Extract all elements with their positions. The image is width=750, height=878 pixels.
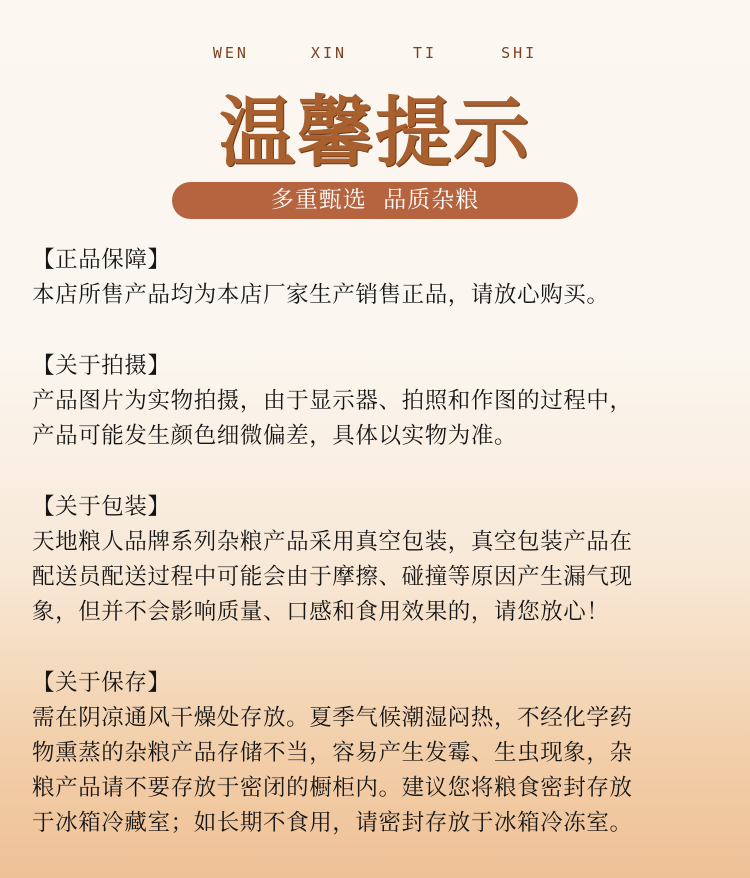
- section-line: 粮产品请不要存放于密闭的橱柜内。建议您将粮食密封存放: [32, 775, 633, 801]
- section-packaging: [32, 490, 732, 630]
- section-heading: 【关于拍摄】: [32, 353, 171, 379]
- section-line: 象，但并不会影响质量、口感和食用效果的，请您放心！: [32, 599, 610, 625]
- section-heading: 【正品保障】: [32, 247, 171, 273]
- section-photography: [32, 349, 732, 454]
- pinyin-ti: TI: [413, 44, 438, 62]
- section-line: 物熏蒸的杂粮产品存储不当，容易产生发霉、生虫现象，杂: [32, 740, 633, 766]
- section-storage: [32, 666, 732, 841]
- notice-content: [32, 243, 732, 877]
- section-line: 产品可能发生颜色细微偏差，具体以实物为准。: [32, 423, 518, 449]
- pinyin-shi: SHI: [501, 44, 538, 62]
- pinyin-xin: XIN: [310, 44, 348, 62]
- section-heading: 【关于包装】: [32, 494, 171, 520]
- section-line: 需在阴凉通风干燥处存放。夏季气候潮湿闷热，不经化学药: [32, 705, 633, 731]
- section-line: 于冰箱冷藏室；如长期不食用，请密封存放于冰箱冷冻室。: [32, 810, 633, 836]
- page-title: 温馨提示: [219, 88, 531, 177]
- section-line: 天地粮人品牌系列杂粮产品采用真空包装，真空包装产品在: [32, 529, 633, 555]
- slogan-banner: 多重甄选 品质杂粮: [172, 182, 578, 219]
- section-line: 产品图片为实物拍摄，由于显示器、拍照和作图的过程中，: [32, 388, 633, 414]
- pinyin-wen: WEN: [212, 44, 249, 62]
- section-heading: 【关于保存】: [32, 670, 171, 696]
- section-line: 本店所售产品均为本店厂家生产销售正品，请放心购买。: [32, 282, 610, 308]
- section-authenticity: [32, 243, 732, 313]
- section-line: 配送员配送过程中可能会由于摩擦、碰撞等原因产生漏气现: [32, 564, 633, 590]
- pinyin-subtitle: [0, 44, 750, 62]
